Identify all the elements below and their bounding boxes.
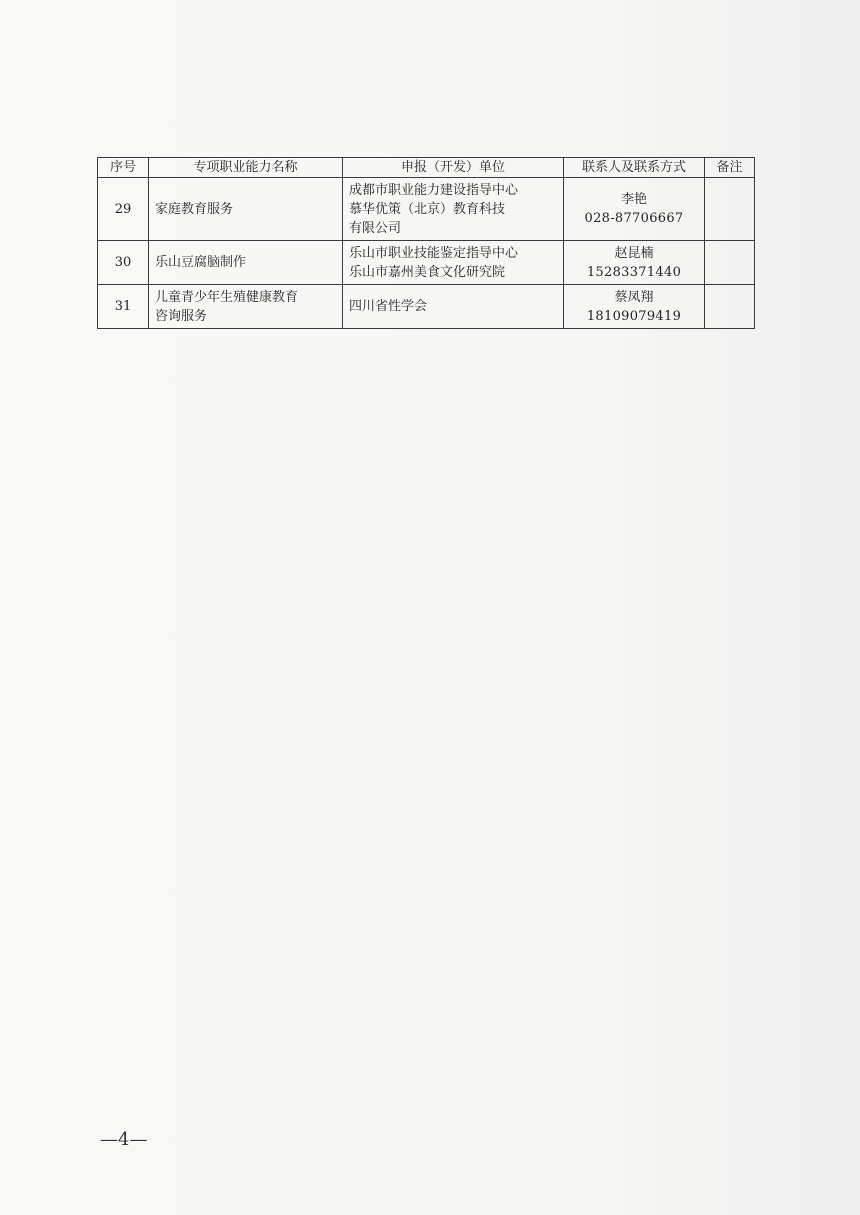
project-table (97, 157, 755, 329)
unit-line: 乐山市嘉州美食文化研究院 (349, 264, 506, 280)
unit-line: 四川省性学会 (349, 299, 428, 314)
row-number: 31 (98, 285, 149, 329)
skill-name: 家庭教育服务 (155, 201, 234, 217)
contact-cell (564, 178, 705, 241)
unit-cell (343, 285, 564, 329)
remark-cell (705, 285, 755, 329)
skill-name: 咨询服务 (155, 308, 208, 324)
contact-name: 蔡凤翔 (614, 289, 654, 305)
contact-phone: 15283371440 (586, 264, 682, 280)
contact-name: 李艳 (620, 192, 647, 207)
skill-name-cell (149, 241, 343, 285)
table-header-row (98, 158, 755, 178)
skill-name: 儿童青少年生殖健康教育 (155, 289, 299, 305)
unit-line: 成都市职业能力建设指导中心 (349, 182, 519, 198)
header-applicant-unit: 申报（开发）单位 (343, 158, 564, 178)
contact-cell (564, 285, 705, 329)
header-number: 序号 (98, 158, 149, 178)
table-row (98, 241, 755, 285)
unit-line: 乐山市职业技能鉴定指导中心 (349, 245, 519, 261)
unit-cell (343, 241, 564, 285)
contact-phone: 028-87706667 (584, 211, 684, 226)
skill-name: 乐山豆腐脑制作 (155, 255, 247, 270)
unit-line: 慕华优策（北京）教育科技 (349, 201, 506, 217)
row-number: 30 (98, 241, 149, 285)
remark-cell (705, 178, 755, 241)
header-skill-name: 专项职业能力名称 (149, 158, 343, 178)
skill-name-cell (149, 178, 343, 241)
contact-name: 赵昆楠 (614, 245, 654, 261)
skill-name-cell (149, 285, 343, 329)
table-row (98, 178, 755, 241)
remark-cell (705, 241, 755, 285)
contact-cell (564, 241, 705, 285)
table-row (98, 285, 755, 329)
header-remark: 备注 (705, 158, 755, 178)
unit-cell (343, 178, 564, 241)
unit-line: 有限公司 (349, 220, 402, 236)
page-number: —4— (100, 1129, 148, 1150)
header-contact: 联系人及联系方式 (564, 158, 705, 178)
contact-phone: 18109079419 (586, 308, 682, 324)
row-number: 29 (98, 178, 149, 241)
